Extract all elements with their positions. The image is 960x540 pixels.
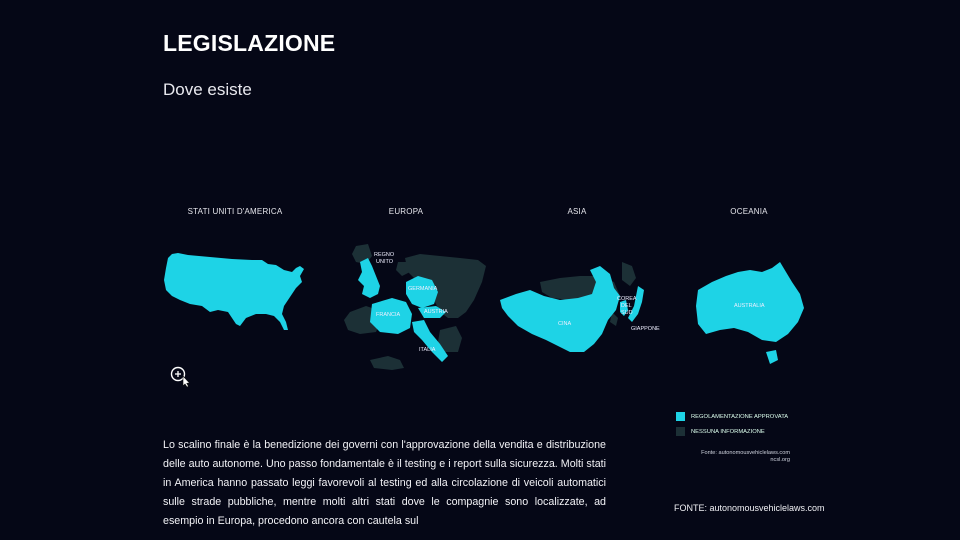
legend-label-approved: REGOLAMENTAZIONE APPROVATA xyxy=(691,413,789,420)
label-germania: GERMANIA xyxy=(408,286,438,292)
legend-source xyxy=(660,450,790,464)
page-title: LEGISLAZIONE xyxy=(163,30,336,56)
footer-source: FONTE: autonomousvehiclelaws.com xyxy=(674,503,825,513)
label-sud: SUD xyxy=(621,310,633,316)
label-francia: FRANCIA xyxy=(376,312,401,318)
body-paragraph: Lo scalino finale è la benedizione dei governi con l'approvazione della vendita e distribuzione delle auto autonome. Uno passo fondamentale è il testing e i report sulla sicurezza. Molti stati in America hanno passato leggi favorevoli al testing ed alla circolazione di veicoli automatici sulle strade pubbliche, mentre molti altri stati dove le compagnie sono localizzate, ad esempio in Europa, procedono ancora con cautela sul xyxy=(163,439,606,527)
region-label-asia: ASIA xyxy=(567,207,587,216)
label-italia: ITALIA xyxy=(419,347,436,353)
legend-source-line2: ncsl.org xyxy=(770,457,790,463)
zoom-in-cursor-icon[interactable] xyxy=(170,366,192,388)
legend-source-line1: Fonte: autonomousvehiclelaws.com xyxy=(701,450,790,456)
label-del: DEL xyxy=(621,303,632,309)
legend-label-none: NESSUNA INFORMAZIONE xyxy=(691,428,765,435)
label-giappone: GIAPPONE xyxy=(631,326,660,332)
region-label-europe: EUROPA xyxy=(388,207,424,216)
label-australia: AUSTRALIA xyxy=(734,303,765,309)
legend-none xyxy=(676,427,788,436)
legend-swatch-none xyxy=(676,427,685,436)
region-label-oceania: OCEANIA xyxy=(730,207,768,216)
map-legend xyxy=(676,412,788,442)
page-subtitle: Dove esiste xyxy=(163,80,252,99)
label-cina: CINA xyxy=(558,321,572,327)
legend-swatch-approved xyxy=(676,412,685,421)
legend-approved xyxy=(676,412,788,421)
australia-shape[interactable] xyxy=(696,262,804,342)
label-austria: AUSTRIA xyxy=(424,309,448,315)
label-corea: COREA xyxy=(617,296,637,302)
region-label-usa: STATI UNITI D'AMERICA xyxy=(187,207,283,216)
label-unito: UNITO xyxy=(376,259,394,265)
usa-shape[interactable] xyxy=(164,253,304,330)
tasmania-shape[interactable] xyxy=(766,350,778,364)
label-regno: REGNO xyxy=(374,252,395,258)
